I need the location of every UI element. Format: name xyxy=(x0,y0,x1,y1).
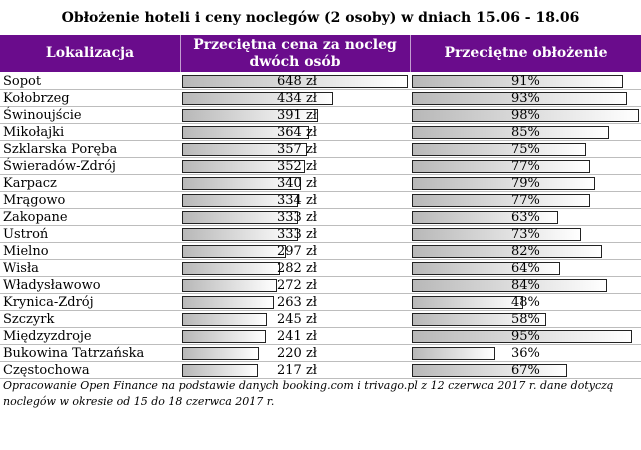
location-name: Szklarska Poręba xyxy=(3,142,118,157)
table-row xyxy=(0,345,641,362)
occupancy-value: 64% xyxy=(511,261,540,276)
table-row xyxy=(0,124,641,141)
occupancy-value: 82% xyxy=(511,244,540,259)
occupancy-value: 95% xyxy=(511,329,540,344)
occupancy-value: 77% xyxy=(511,159,540,174)
table-row xyxy=(0,294,641,311)
header-price-line2: dwóch osób xyxy=(249,53,341,70)
occupancy-bar xyxy=(412,347,495,360)
price-value: 297 zł xyxy=(277,244,318,259)
price-value: 272 zł xyxy=(277,278,318,293)
table-row xyxy=(0,243,641,260)
location-name: Mrągowo xyxy=(3,193,66,208)
occupancy-value: 79% xyxy=(511,176,540,191)
price-value: 282 zł xyxy=(277,261,318,276)
table-row xyxy=(0,277,641,294)
price-value: 391 zł xyxy=(277,108,318,123)
price-value: 648 zł xyxy=(277,74,318,89)
price-value: 340 zł xyxy=(277,176,318,191)
occupancy-value: 75% xyxy=(511,142,540,157)
location-name: Międzyzdroje xyxy=(3,329,92,344)
header-occupancy: Przeciętne obłożenie xyxy=(444,45,608,61)
price-bar xyxy=(182,262,280,275)
table-row xyxy=(0,73,641,90)
location-name: Władysławowo xyxy=(3,278,101,293)
location-name: Częstochowa xyxy=(3,363,90,378)
price-value: 220 zł xyxy=(277,346,318,361)
occupancy-value: 36% xyxy=(511,346,540,361)
location-name: Ustroń xyxy=(3,227,49,242)
location-name: Mikołajki xyxy=(3,125,65,140)
occupancy-value: 91% xyxy=(511,74,540,89)
location-name: Mielno xyxy=(3,244,49,259)
table-row xyxy=(0,260,641,277)
occupancy-bar xyxy=(412,245,602,258)
footnote xyxy=(3,378,633,410)
location-name: Sopot xyxy=(3,74,42,89)
price-value: 245 zł xyxy=(277,312,318,327)
location-name: Świnoujście xyxy=(3,108,82,123)
price-value: 333 zł xyxy=(277,210,318,225)
occupancy-value: 58% xyxy=(511,312,540,327)
table-row xyxy=(0,107,641,124)
price-bar xyxy=(182,364,258,377)
location-name: Karpacz xyxy=(3,176,57,191)
table-row xyxy=(0,311,641,328)
table-row xyxy=(0,328,641,345)
price-bar xyxy=(182,296,274,309)
occupancy-value: 73% xyxy=(511,227,540,242)
header-location: Lokalizacja xyxy=(45,45,135,61)
price-value: 352 zł xyxy=(277,159,318,174)
location-name: Kołobrzeg xyxy=(3,91,70,106)
table-row xyxy=(0,90,641,107)
table-row xyxy=(0,226,641,243)
price-bar xyxy=(182,313,267,326)
location-name: Świeradów-Zdrój xyxy=(3,159,116,174)
occupancy-bar xyxy=(412,296,523,309)
occupancy-value: 63% xyxy=(511,210,540,225)
occupancy-value: 84% xyxy=(511,278,540,293)
table-row xyxy=(0,175,641,192)
location-name: Zakopane xyxy=(3,210,68,225)
occupancy-value: 67% xyxy=(511,363,540,378)
price-value: 357 zł xyxy=(277,142,318,157)
occupancy-value: 93% xyxy=(511,91,540,106)
price-bar xyxy=(182,330,266,343)
location-name: Wisła xyxy=(3,261,39,276)
page-title: Obłożenie hoteli i ceny noclegów (2 osoby) w dniach 15.06 - 18.06 xyxy=(61,10,580,26)
occupancy-bar xyxy=(412,194,590,207)
location-name: Krynica-Zdrój xyxy=(3,295,94,310)
price-value: 333 zł xyxy=(277,227,318,242)
table-row xyxy=(0,192,641,209)
occupancy-value: 85% xyxy=(511,125,540,140)
occupancy-bar xyxy=(412,160,590,173)
occupancy-bar xyxy=(412,143,586,156)
price-bar xyxy=(182,245,286,258)
price-value: 217 zł xyxy=(277,363,318,378)
occupancy-value: 48% xyxy=(511,295,540,310)
location-name: Szczyrk xyxy=(3,312,55,327)
table-row xyxy=(0,158,641,175)
table-row xyxy=(0,209,641,226)
table-row xyxy=(0,362,641,379)
occupancy-bar xyxy=(412,228,581,241)
footnote-line2: noclegów w okresie od 15 do 18 czerwca 2017 r. xyxy=(3,395,275,408)
header-price-line1: Przeciętna cena za nocleg xyxy=(193,36,397,53)
price-value: 241 zł xyxy=(277,329,318,344)
occupancy-value: 98% xyxy=(511,108,540,123)
header-price xyxy=(181,35,409,72)
occupancy-bar xyxy=(412,364,567,377)
price-bar xyxy=(182,347,259,360)
price-value: 334 zł xyxy=(277,193,318,208)
price-value: 434 zł xyxy=(277,91,318,106)
price-value: 364 zł xyxy=(277,125,318,140)
price-bar xyxy=(182,279,277,292)
table-header xyxy=(0,35,641,72)
table-row xyxy=(0,141,641,158)
location-name: Bukowina Tatrzańska xyxy=(3,346,145,361)
occupancy-value: 77% xyxy=(511,193,540,208)
price-value: 263 zł xyxy=(277,295,318,310)
occupancy-bar xyxy=(412,279,607,292)
footnote-line1: Opracowanie Open Finance na podstawie danych booking.com i trivago.pl z 12 czerwca 2017 r. dane dotyczą xyxy=(3,379,614,392)
occupancy-bar xyxy=(412,177,595,190)
